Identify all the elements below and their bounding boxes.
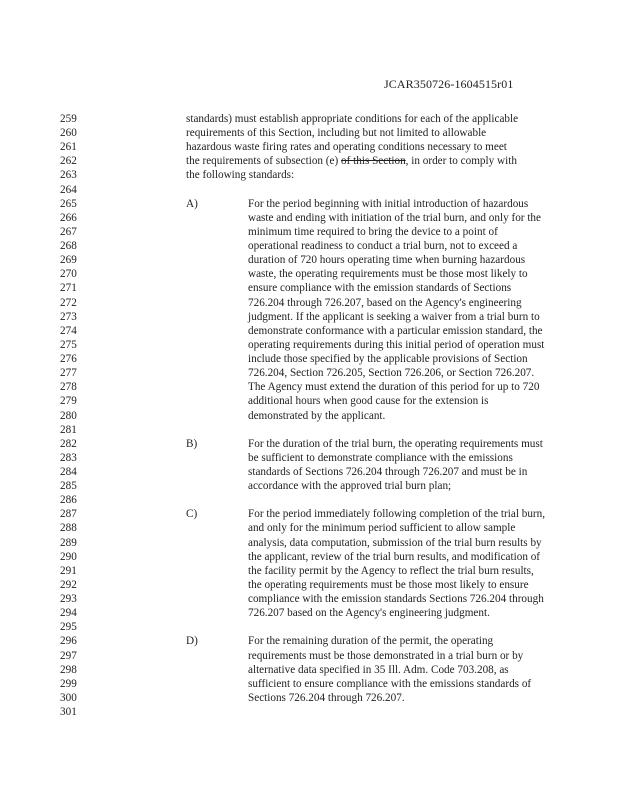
line-text [248, 451, 513, 465]
line-text [248, 380, 539, 394]
line-number: 287 [60, 508, 77, 521]
line-number: 262 [60, 155, 77, 168]
line-text-segment: ensure compliance with the emission standards of Sections [248, 282, 512, 295]
line-text-segment: accordance with the approved trial burn plan; [248, 480, 452, 493]
document-line [0, 705, 625, 719]
document-line [0, 352, 625, 366]
document-line [0, 112, 625, 126]
line-text [248, 465, 527, 479]
document-line [0, 620, 625, 634]
line-text [248, 479, 451, 493]
line-text [248, 649, 523, 663]
struck-text: of this Section [341, 155, 406, 168]
document-line [0, 394, 625, 408]
line-number: 293 [60, 593, 77, 606]
line-text-segment: standards of Sections 726.204 through 726.207 and must be in [248, 466, 528, 478]
line-text [248, 239, 517, 253]
line-text-segment: For the period immediately following completion of the trial burn, [248, 508, 546, 521]
document-line [0, 296, 625, 310]
line-text-segment: include those specified by the applicable provisions of Section [248, 353, 528, 366]
document-line [0, 493, 625, 507]
document-line [0, 140, 625, 154]
line-number: 291 [60, 564, 77, 577]
line-text [248, 281, 511, 295]
line-text-segment: the requirements of subsection (e) [186, 155, 342, 168]
line-number: 279 [60, 395, 77, 408]
line-text-segment: 726.204, Section 726.205, Section 726.206, or Section 726.207. [248, 367, 535, 380]
document-line [0, 578, 625, 592]
line-text-segment: and only for the minimum period sufficient to allow sample [248, 522, 516, 535]
line-number: 286 [60, 494, 77, 507]
line-number: 272 [60, 296, 77, 309]
list-item-label: C) [186, 508, 198, 521]
line-number: 267 [60, 225, 77, 238]
document-line [0, 592, 625, 606]
line-text [186, 140, 507, 154]
document-id-header: JCAR350726-1604515r01 [384, 77, 514, 91]
document-line [0, 634, 625, 648]
document-line [0, 663, 625, 677]
document-line [0, 154, 625, 168]
line-text [248, 578, 529, 592]
line-text-segment: the applicant, review of the trial burn results, and modification of [248, 550, 541, 563]
line-text [248, 550, 540, 564]
line-text-segment: operating requirements during this initial period of operation must [248, 338, 545, 351]
document-line [0, 324, 625, 338]
line-text-segment: minimum time required to bring the device to a point of [248, 225, 498, 238]
document-line [0, 649, 625, 663]
line-text-segment: additional hours when good cause for the extension is [248, 395, 489, 408]
document-line [0, 267, 625, 281]
line-text [248, 677, 531, 691]
line-number: 285 [60, 480, 77, 493]
line-text-segment: waste and ending with initiation of the trial burn, and only for the [248, 211, 541, 224]
line-text [248, 324, 543, 338]
document-line [0, 281, 625, 295]
line-text-segment: For the remaining duration of the permit, the operating [248, 635, 494, 648]
line-text [248, 394, 488, 408]
line-text [248, 521, 515, 535]
document-line [0, 691, 625, 705]
line-text [248, 267, 528, 281]
line-text-segment: analysis, data computation, submission of the trial burn results by [248, 536, 542, 549]
line-text-segment: 726.207 based on the Agency's engineering judgment. [248, 607, 490, 620]
line-text-segment: duration of 720 hours operating time when burning hazardous [248, 254, 526, 267]
line-text-segment: requirements of this Section, including but not limited to allowable [186, 127, 487, 140]
document-line [0, 211, 625, 225]
line-number: 296 [60, 635, 77, 648]
line-number: 284 [60, 466, 77, 478]
line-text-segment: demonstrated by the applicant. [248, 409, 386, 422]
line-text [248, 366, 534, 380]
line-text [186, 112, 518, 126]
line-number: 269 [60, 254, 77, 267]
line-number: 275 [60, 338, 77, 351]
line-text-segment: hazardous waste firing rates and operating conditions necessary to meet [186, 141, 507, 154]
line-text [248, 592, 544, 606]
line-number: 281 [60, 423, 77, 436]
line-number: 297 [60, 649, 77, 662]
line-text [248, 634, 493, 648]
line-number: 261 [60, 141, 77, 154]
document-line [0, 409, 625, 423]
line-text-segment: compliance with the emission standards Sections 726.204 through [248, 593, 544, 606]
line-number: 277 [60, 367, 77, 380]
line-number: 268 [60, 240, 77, 253]
line-text [186, 168, 294, 182]
line-text [248, 691, 405, 705]
line-text [248, 352, 528, 366]
line-text [248, 310, 540, 324]
document-line [0, 437, 625, 451]
line-text-segment: For the period beginning with initial introduction of hazardous [248, 197, 529, 210]
line-text-segment: sufficient to ensure compliance with the emissions standards of [248, 677, 532, 690]
document-line [0, 310, 625, 324]
document-line [0, 451, 625, 465]
line-text-segment: Sections 726.204 through 726.207. [248, 691, 405, 704]
line-text [248, 296, 522, 310]
line-number: 300 [60, 691, 77, 704]
line-number: 298 [60, 663, 77, 676]
document-line [0, 366, 625, 380]
line-number: 260 [60, 127, 77, 140]
line-number: 289 [60, 536, 77, 549]
document-line [0, 465, 625, 479]
document-line [0, 606, 625, 620]
document-line [0, 423, 625, 437]
line-text [248, 211, 541, 225]
line-number: 295 [60, 621, 77, 634]
line-text [248, 253, 525, 267]
document-line [0, 168, 625, 182]
line-number: 266 [60, 211, 77, 224]
line-text [248, 225, 498, 239]
line-number: 265 [60, 197, 77, 210]
line-text-segment: 726.204 through 726.207, based on the Agency's engineering [248, 296, 522, 309]
line-text-segment: For the duration of the trial burn, the operating requirements must [248, 437, 543, 450]
line-number: 290 [60, 550, 77, 563]
list-item-label: B) [186, 437, 198, 450]
line-text [186, 126, 486, 140]
document-line [0, 550, 625, 564]
document-line [0, 183, 625, 197]
line-number: 288 [60, 522, 77, 535]
document-line [0, 197, 625, 211]
line-text-segment: standards) must establish appropriate conditions for each of the applicable [186, 113, 519, 125]
line-text-segment: operational readiness to conduct a trial burn, not to exceed a [248, 240, 518, 253]
line-text-segment: judgment. If the applicant is seeking a waiver from a trial burn to [248, 310, 540, 323]
line-text [186, 154, 517, 168]
line-number: 259 [60, 113, 77, 125]
line-number: 270 [60, 268, 77, 281]
line-number: 294 [60, 607, 77, 620]
line-text-segment: demonstrate conformance with a particular emission standard, the [248, 324, 543, 337]
line-number: 271 [60, 282, 77, 295]
line-text [248, 507, 545, 521]
line-number: 273 [60, 310, 77, 323]
line-text-segment: the following standards: [186, 169, 295, 182]
line-text [248, 536, 542, 550]
line-text [248, 409, 385, 423]
line-text-segment: , in order to comply with [405, 155, 517, 168]
line-text [248, 663, 509, 677]
line-text-segment: the facility permit by the Agency to reflect the trial burn results, [248, 564, 534, 577]
document-line [0, 225, 625, 239]
line-text-segment: the operating requirements must be those most likely to ensure [248, 578, 529, 591]
line-text-segment: alternative data specified in 35 Ill. Adm. Code 703.208, as [248, 663, 509, 676]
line-number: 276 [60, 353, 77, 366]
document-line [0, 564, 625, 578]
document-line [0, 239, 625, 253]
line-text [248, 338, 544, 352]
line-text-segment: waste, the operating requirements must be those most likely to [248, 268, 528, 281]
line-text [248, 197, 528, 211]
line-text-segment: requirements must be those demonstrated in a trial burn or by [248, 649, 524, 662]
line-number: 280 [60, 409, 77, 422]
document-line [0, 380, 625, 394]
line-text-segment: The Agency must extend the duration of this period for up to 720 [248, 381, 540, 394]
document-line [0, 507, 625, 521]
line-number: 301 [60, 706, 77, 719]
line-number: 283 [60, 451, 77, 464]
line-number: 278 [60, 381, 77, 394]
line-text-segment: be sufficient to demonstrate compliance with the emissions [248, 451, 513, 464]
list-item-label: D) [186, 635, 198, 648]
document-line [0, 479, 625, 493]
document-line [0, 677, 625, 691]
line-number: 274 [60, 324, 77, 337]
document-line [0, 338, 625, 352]
line-number: 282 [60, 437, 77, 450]
line-number: 299 [60, 677, 77, 690]
document-line [0, 536, 625, 550]
document-line [0, 126, 625, 140]
line-text [248, 437, 543, 451]
line-text [248, 606, 490, 620]
line-number: 292 [60, 578, 77, 591]
document-line [0, 253, 625, 267]
line-number: 264 [60, 183, 77, 196]
line-text [248, 564, 534, 578]
line-number: 263 [60, 169, 77, 182]
document-line [0, 521, 625, 535]
list-item-label: A) [186, 197, 198, 210]
